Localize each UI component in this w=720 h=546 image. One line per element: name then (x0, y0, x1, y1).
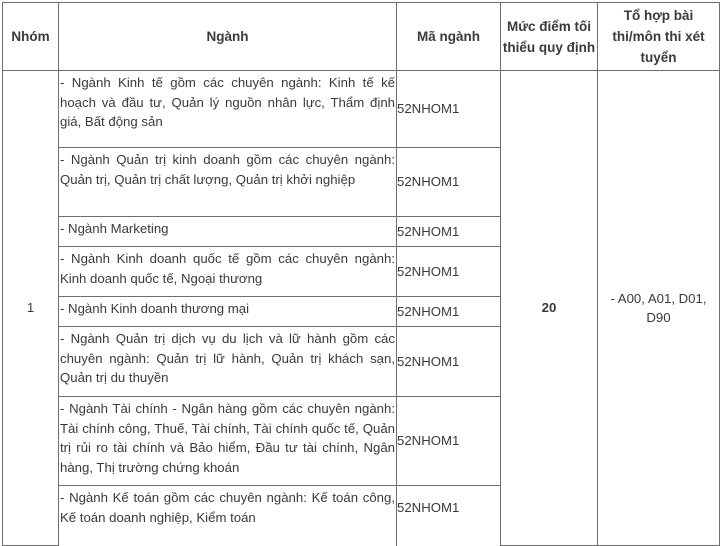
major-cell (59, 217, 397, 247)
header-combination: Tổ hợp bài thi/môn thi xét tuyển (598, 3, 720, 71)
major-cell (59, 397, 397, 486)
table-row (3, 71, 720, 148)
major-code: 52NHOM1 (397, 71, 501, 148)
major-code: 52NHOM1 (397, 397, 501, 486)
major-cell (59, 71, 397, 148)
admission-score-table (2, 2, 720, 546)
major-text: - Ngành Quản trị kinh doanh gồm các chuyên ngành: Quản trị, Quản trị chất lượng, Quản trị khởi nghiệp (60, 152, 395, 187)
major-text: - Ngành Quản trị dịch vụ du lịch và lữ hành gồm các chuyên ngành: Quản trị lữ hành, Quản trị khách sạn, Quản trị du thuyền (60, 331, 395, 385)
min-score-value: 20 (501, 71, 598, 546)
combination-value: - A00, A01, D01, D90 (598, 71, 720, 546)
major-text: - Ngành Kinh doanh thương mại (60, 301, 250, 316)
major-code: 52NHOM1 (397, 148, 501, 217)
major-text: - Ngành Tài chính - Ngân hàng gồm các chuyên ngành: Tài chính công, Thuế, Tài chính, Tài chính quốc tế, Quản trị rủi ro tài chính và Bảo hiểm, Đầu tư tài chính, Ngân hàng, Thị trường chứng khoán (60, 401, 395, 475)
major-code: 52NHOM1 (397, 247, 501, 297)
major-cell (59, 247, 397, 297)
major-text: - Ngành Kinh tế gồm các chuyên ngành: Kinh tế kế hoạch và đầu tư, Quản lý nguồn nhân lực, Thẩm định giá, Bất động sản (60, 75, 395, 129)
header-group: Nhóm (3, 3, 59, 71)
major-cell (59, 327, 397, 397)
table-header-row (3, 3, 720, 71)
header-major: Ngành (59, 3, 397, 71)
major-cell (59, 148, 397, 217)
major-code: 52NHOM1 (397, 297, 501, 327)
header-code: Mã ngành (397, 3, 501, 71)
major-code: 52NHOM1 (397, 327, 501, 397)
major-code: 52NHOM1 (397, 486, 501, 546)
major-code: 52NHOM1 (397, 217, 501, 247)
header-min-score: Mức điểm tối thiểu quy định (501, 3, 598, 71)
group-number: 1 (3, 71, 59, 546)
major-text: - Ngành Kinh doanh quốc tế gồm các chuyên ngành: Kinh doanh quốc tế, Ngoại thương (60, 251, 395, 286)
major-cell (59, 297, 397, 327)
major-text: - Ngành Marketing (60, 221, 169, 236)
major-text: - Ngành Kế toán gồm các chuyên ngành: Kế toán công, Kế toán doanh nghiệp, Kiểm toán (60, 490, 395, 525)
